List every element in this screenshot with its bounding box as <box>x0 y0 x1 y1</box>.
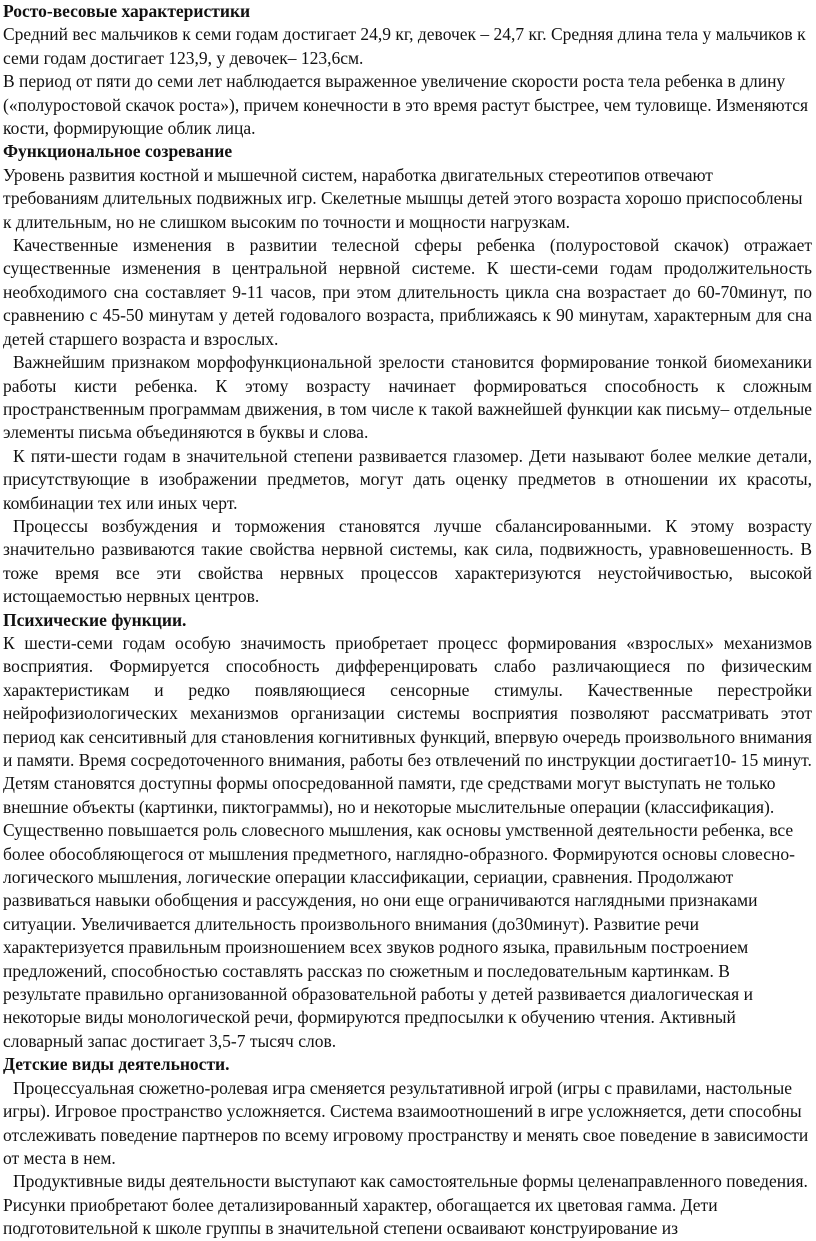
section-heading-mental: Психические функции. <box>3 609 187 630</box>
paragraph-mental-memory: Детям становятся доступны формы опосредованной памяти, где средствами могут выступать не только внешние объекты (картинки, пиктограммы), но и некоторые мыслительные операции (классификация). Существенно повышается роль словесного мышления, как основы умственной деятельности ребенка, все более обособляющегося от мышления предметного, наглядно-образного. Формируются основы словесно-логического мышления, логические операции классификации, сериации, сравнения. Продолжают развиваться навыки обобщения и рассуждения, но они еще ограничиваются наглядными признаками ситуации. Увеличивается длительность произвольного внимания (до30минут). Развитие речи характеризуется правильным произношением всех звуков родного языка, правильным построением предложений, способностью составлять рассказ по сюжетным и последовательным картинкам. В результате правильно организованной образовательной работы у детей развивается диалогическая и некоторые виды монологической речи, формируются предпосылки к обучению чтения. Активный словарный запас достигает 3,5-7 тысяч слов. <box>3 773 795 1051</box>
paragraph-growth-spurt: В период от пяти до семи лет наблюдается выраженное увеличение скорости роста тела ребенка в длину («полуростовой скачок роста»), причем конечности в это время растут быстрее, чем туловище. Изменяются кости, формирующие облик лица. <box>3 71 809 139</box>
paragraph-functional-nervous: Процессы возбуждения и торможения становятся лучше сбалансированными. К этому возрасту значительно развиваются такие свойства нервной системы, как сила, подвижность, уравновешенность. В тоже время все эти свойства нервных процессов характеризуются неустойчивостью, высокой истощаемостью нервных центров. <box>3 515 812 607</box>
paragraph-functional-muscle: Уровень развития костной и мышечной систем, наработка двигательных стереотипов отвечают требованиям длительных подвижных игр. Скелетные мышцы детей этого возраста хорошо приспособлены к длительным, но не слишком высоким по точности и мощности нагрузкам. <box>3 164 803 232</box>
section-heading-activities: Детские виды деятельности. <box>3 1054 230 1075</box>
paragraph-functional-sleep: Качественные изменения в развитии телесной сферы ребенка (полуростовой скачок) отражает существенные изменения в центральной нервной системе. К шести-семи годам продолжительность необходимого сна составляет 9-11 часов, при этом длительность цикла сна возрастает до 60-70минут, по сравнению с 45-50 минутам у детей годовалого возраста, приближаясь к 90 минутам, характерным для сна детей старшего возраста и взрослых. <box>3 235 812 349</box>
paragraph-functional-hand: Важнейшим признаком морфофункциональной зрелости становится формирование тонкой биомеханики работы кисти ребенка. К этому возрасту начинает формироваться способность к сложным пространственным программам движения, в том числе к такой важнейшей функции как письму– отдельные элементы письма объединяются в буквы и слова. <box>3 352 812 443</box>
section-heading-growth: Росто-весовые характеристики <box>3 1 251 21</box>
paragraph-activities-productive: Продуктивные виды деятельности выступают как самостоятельные формы целенаправленного поведения. Рисунки приобретают более детализированный характер, обогащается их цветовая гамма. Дети подготовительной к школе группы в значительной степени осваивают конструирование из <box>3 1171 808 1239</box>
section-heading-functional: Функциональное созревание <box>3 141 233 162</box>
paragraph-growth-weight: Средний вес мальчиков к семи годам достигает 24,9 кг, девочек – 24,7 кг. Средняя длина тела у мальчиков к семи годам достигает 123,9, у девочек– 123,6см. <box>3 24 806 68</box>
paragraph-functional-eye: К пяти-шести годам в значительной степени развивается глазомер. Дети называют более мелкие детали, присутствующие в изображении предметов, могут дать оценку предметов в отношении их красоты, комбинации тех или иных черт. <box>3 445 812 513</box>
paragraph-activities-play: Процессуальная сюжетно-ролевая игра сменяется результативной игрой (игры с правилами, настольные игры). Игровое пространство усложняется. Система взаимоотношений в игре усложняется, дети способны отслеживать поведение партнеров по всему игровому пространству и менять свое поведение в зависимости от места в нем. <box>3 1077 809 1168</box>
paragraph-mental-perception: К шести-семи годам особую значимость приобретает процесс формирования «взрослых» механизмов восприятия. Формируется способность дифференцировать слабо различающиеся по физическим характеристикам и редко появляющиеся сенсорные стимулы. Качественные перестройки нейрофизиологических механизмов организации системы восприятия позволяют рассматривать этот период как сенситивный для становления когнитивных функций, впервую очередь произвольного внимания и памяти. Время сосредоточенного внимания, работы без отвлечений по инструкции достигает10- 15 минут. <box>3 632 812 770</box>
